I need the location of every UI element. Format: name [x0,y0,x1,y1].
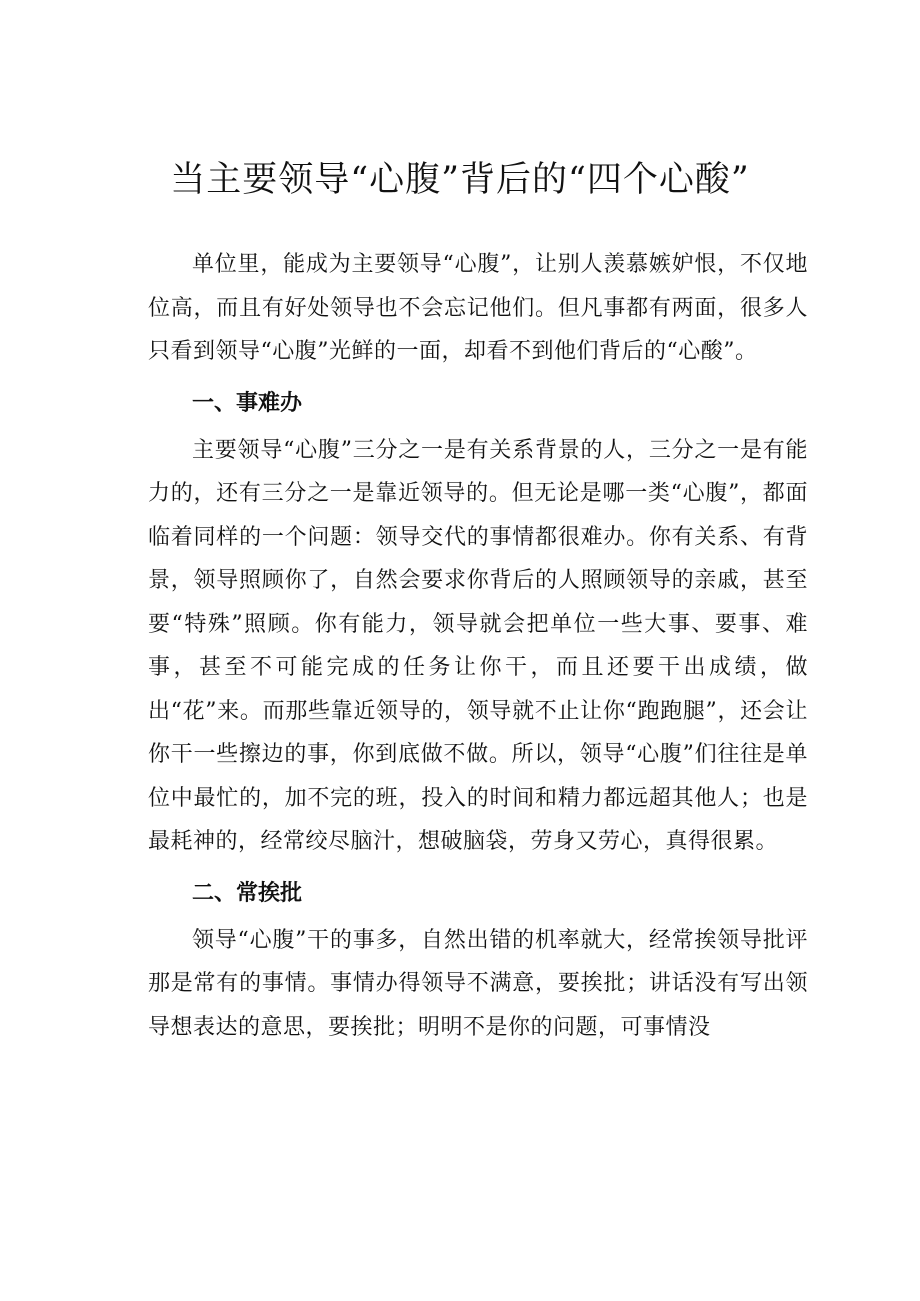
document-body [148,243,808,1049]
section-paragraph-1: 主要领导“心腹”三分之一是有关系背景的人，三分之一是有能力的，还有三分之一是靠近领导的。但无论是哪一类“心腹”，都面临着同样的一个问题：领导交代的事情都很难办。你有关系、有背景，领导照顾你了，自然会要求你背后的人照顾领导的亲戚，甚至要“特殊”照顾。你有能力，领导就会把单位一些大事、要事、难事，甚至不可能完成的任务让你干，而且还要干出成绩，做出“花”来。而那些靠近领导的，领导就不止让你“跑跑腿”，还会让你干一些擦边的事，你到底做不做。所以，领导“心腹”们往往是单位中最忙的，加不完的班，投入的时间和精力都远超其他人；也是最耗神的，经常绞尽脑汁，想破脑袋，劳身又劳心，真得很累。 [148,437,808,854]
section-heading-2: 二、常挨批 [192,880,303,906]
document-title: 当主要领导“心腹”背后的“四个心酸” [170,160,750,200]
section-heading-1: 一、事难办 [192,390,303,416]
intro-paragraph: 单位里，能成为主要领导“心腹”，让别人羡慕嫉妒恨，不仅地位高，而且有好处领导也不会忘记他们。但凡事都有两面，很多人只看到领导“心腹”光鲜的一面，却看不到他们背后的“心酸”。 [148,252,808,364]
section-paragraph-2: 领导“心腹”干的事多，自然出错的机率就大，经常挨领导批评那是常有的事情。事情办得领导不满意，要挨批；讲话没有写出领导想表达的意思，要挨批；明明不是你的问题，可事情没 [148,927,808,1040]
